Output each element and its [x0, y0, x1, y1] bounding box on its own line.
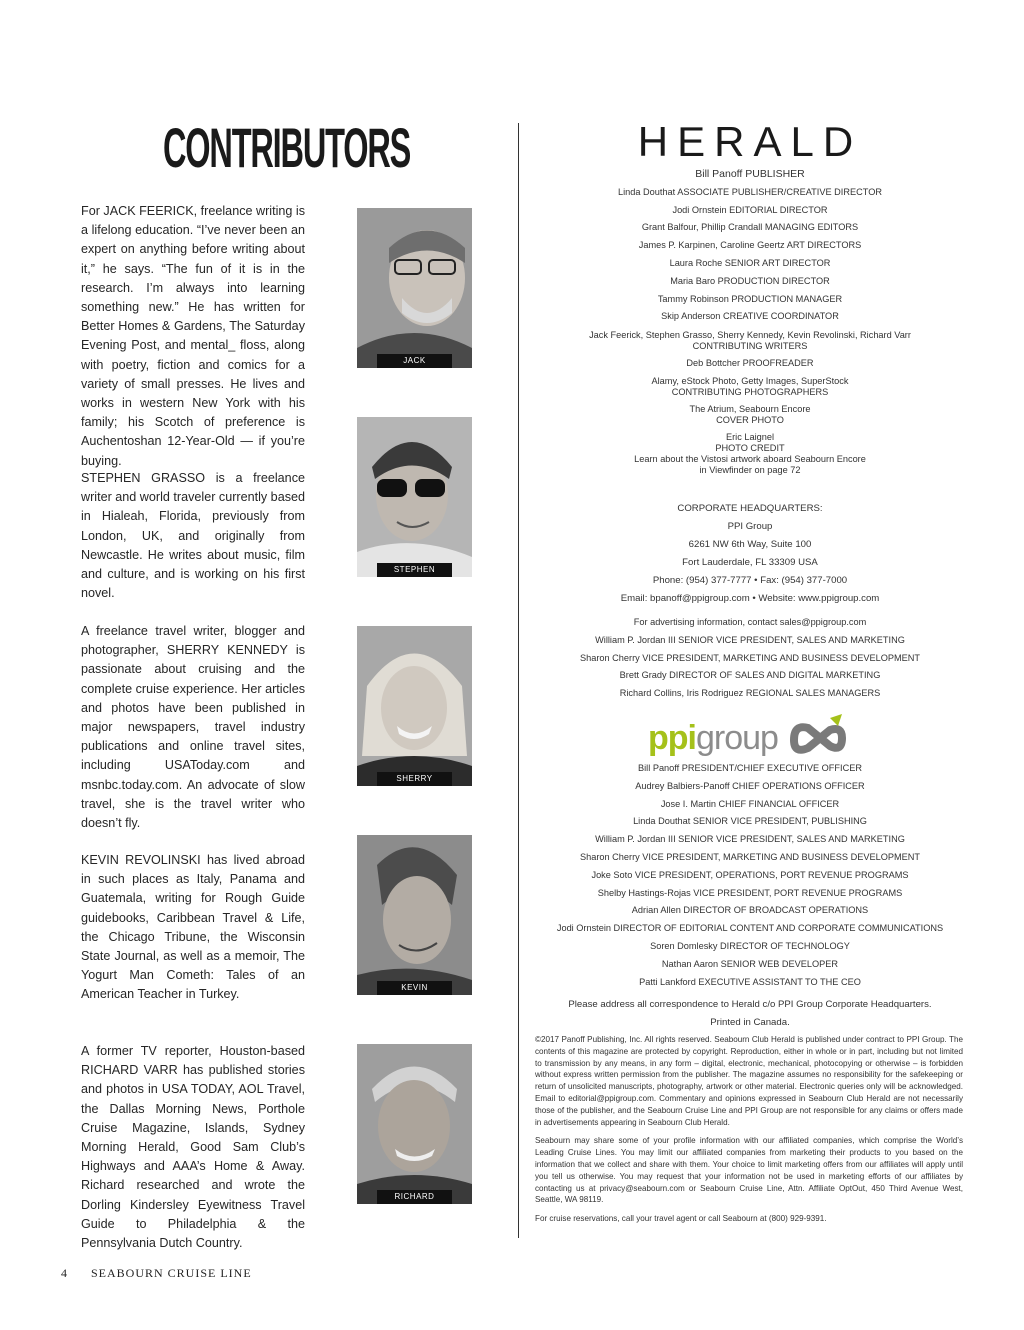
portrait-sherry-image	[357, 626, 472, 786]
sales-line: For advertising information, contact sales@ppigroup.com	[633, 617, 867, 627]
masthead-line: Jodi Ornstein EDITORIAL DIRECTOR	[672, 204, 828, 215]
corporate-headquarters	[540, 500, 960, 608]
ppi-staff-line: Jose I. Martin CHIEF FINANCIAL OFFICER	[660, 798, 840, 809]
printed-note: Printed in Canada.	[710, 1017, 790, 1028]
sales-line: Brett Grady DIRECTOR OF SALES AND DIGITAL MARKETING	[619, 670, 881, 681]
privacy-paragraph: Seabourn may share some of your profile information with our affiliated companies, which comprise the World’s Leading Cruise Lines. You may limit our affiliated companies from marketing their products to you based on the information that we collect and share with them. Your choice to limit marketing offers from our affiliates will apply until you tell us otherwise. You may request that your information not be used in marketing efforts of our affiliates by contacting us at privacy@seabourn.com or Seabourn Cruise Line, Attn. Affiliate OptOut, 450 Third Avenue West, Seattle, WA 98119.	[535, 1136, 963, 1205]
correspondence-note: Please address all correspondence to Herald c/o PPI Group Corporate Headquarters.	[568, 999, 932, 1010]
masthead-line: Alamy, eStock Photo, Getty Images, SuperStock	[651, 375, 849, 386]
sales-line: Richard Collins, Iris Rodriguez REGIONAL SALES MANAGERS	[619, 688, 881, 699]
sales-line: Sharon Cherry VICE PRESIDENT, MARKETING AND BUSINESS DEVELOPMENT	[579, 652, 921, 663]
masthead-line: CONTRIBUTING WRITERS	[692, 341, 808, 352]
page-title: CONTRIBUTORS	[163, 116, 411, 179]
bio-jack: For JACK FEERICK, freelance writing is a lifelong education. “I’ve never been an expert on anything before writing about it,” he says. “The fun of it is in the research. I’m always into learning something new.” He has written for Better Homes & Gardens, The Saturday Evening Post, and mental_ floss, along with poetry, fiction and comics for a variety of small presses. He lives and works in western New York with his family; his Scotch of preference is Auchentoshan 12-Year-Old — if you’re buying.	[81, 204, 305, 468]
ppi-staff-line: Joke Soto VICE PRESIDENT, OPERATIONS, PORT REVENUE PROGRAMS	[591, 869, 909, 880]
ppi-staff-line: Bill Panoff PRESIDENT/CHIEF EXECUTIVE OFFICER	[638, 763, 862, 773]
ppi-logo-text: ppi	[648, 719, 696, 757]
ppi-staff	[540, 760, 960, 991]
masthead-line: COVER PHOTO	[716, 414, 784, 425]
ppi-staff-line: Shelby Hastings-Rojas VICE PRESIDENT, PORT REVENUE PROGRAMS	[597, 887, 903, 898]
masthead-line: CONTRIBUTING PHOTOGRAPHERS	[671, 386, 829, 397]
photo-label-richard: RICHARD	[377, 1190, 452, 1204]
photo-sherry	[357, 626, 472, 786]
masthead-line: Tammy Robinson PRODUCTION MANAGER	[657, 293, 843, 304]
hq-line: Phone: (954) 377-7777 • Fax: (954) 377-7000	[652, 575, 848, 586]
ppi-infinity-icon	[786, 712, 848, 762]
masthead-line: Bill Panoff PUBLISHER	[695, 168, 805, 180]
portrait-richard-image	[357, 1044, 472, 1204]
ppi-group-logo	[648, 712, 858, 762]
photo-richard	[357, 1044, 472, 1204]
ppi-staff-line: Audrey Balbiers-Panoff CHIEF OPERATIONS OFFICER	[635, 780, 865, 791]
photo-jack	[357, 208, 472, 368]
photo-label-stephen: STEPHEN	[377, 563, 452, 577]
reservations-paragraph: For cruise reservations, call your travel agent or call Seabourn at (800) 929-9391.	[535, 1214, 827, 1224]
legal-notice	[535, 1034, 963, 1232]
bio-sherry: A freelance travel writer, blogger and photographer, SHERRY KENNEDY is passionate about cruising and the complete cruise experience. Her articles and photos have been published in major newspapers, travel industry publications and online travel sites, including USAToday.com and msnbc.today.com. An advocate of slow travel, she is the travel writer who doesn’t fly.	[81, 624, 305, 831]
masthead-line: PHOTO CREDIT	[715, 442, 785, 453]
masthead-line: Maria Baro PRODUCTION DIRECTOR	[670, 275, 830, 286]
hq-line: Email: bpanoff@ppigroup.com • Website: www.ppigroup.com	[620, 593, 880, 604]
masthead-line: James P. Karpinen, Caroline Geertz ART DIRECTORS	[638, 240, 862, 251]
photo-stephen	[357, 417, 472, 577]
correspondence-block	[540, 996, 960, 1032]
ppi-staff-line: Patti Lankford EXECUTIVE ASSISTANT TO THE CEO	[639, 976, 861, 987]
ppi-staff-line: Sharon Cherry VICE PRESIDENT, MARKETING AND BUSINESS DEVELOPMENT	[579, 851, 921, 862]
herald-logo: HERALD	[637, 118, 863, 165]
masthead-line: Jack Feerick, Stephen Grasso, Sherry Kennedy, Kevin Revolinski, Richard Varr	[589, 330, 911, 341]
publication-name: SEABOURN CRUISE LINE	[91, 1266, 252, 1280]
masthead-line: Eric Laignel	[725, 431, 774, 442]
ppi-staff-line: Soren Domlesky DIRECTOR OF TECHNOLOGY	[650, 940, 850, 951]
group-logo-text: group	[695, 719, 778, 757]
masthead-line: Grant Balfour, Phillip Crandall MANAGING EDITORS	[641, 222, 859, 233]
copyright-paragraph: ©2017 Panoff Publishing, Inc. All rights reserved. Seabourn Club Herald is published under contract to PPI Group. The contents of this magazine are protected by copyright. Reproduction, either in whole or in part, including but not limited to transmission by any means, in any form – digital, electronic, mechanical, photocopying or otherwise – is forbidden without express written permission from the publisher. The magazine assumes no responsibility for the safekeeping or return of unsolicited manuscripts, photography, artwork or other material. Electronic queries only will be acknowledged. Email to editorial@ppigroup.com. Commentary and opinions expressed in Seabourn Club Herald are not necessarily those of the publisher, and the Seabourn Cruise Line and PPI Group are not responsible for any claims or offers made in advertisements appearing in Seabourn Club Herald.	[535, 1035, 963, 1127]
bio-kevin: KEVIN REVOLINSKI has lived abroad in such places as Italy, Panama and Guatemala, writing for Rough Guide guidebooks, Caribbean Travel & Life, the Chicago Tribune, the Wisconsin State Journal, as well as a memoir, The Yogurt Man Cometh: Tales of an American Teacher in Turkey.	[81, 853, 305, 1002]
photo-kevin	[357, 835, 472, 995]
bio-richard: A former TV reporter, Houston-based RICHARD VARR has published stories and photos in USA TODAY, AOL Travel, the Dallas Morning News, Porthole Cruise Magazine, Islands, Sydney Morning Herald, Good Sam Club’s Highways and AAA’s Home & Away. Richard researched and wrote the Dorling Kindersley Eyewitness Travel Guide to Philadelphia & the Pennsylvania Dutch Country.	[81, 1044, 305, 1251]
portrait-kevin-image	[357, 835, 472, 995]
ppi-staff-line: Jodi Ornstein DIRECTOR OF EDITORIAL CONTENT AND CORPORATE COMMUNICATIONS	[556, 923, 944, 934]
ppi-staff-line: William P. Jordan III SENIOR VICE PRESIDENT, SALES AND MARKETING	[595, 834, 905, 845]
masthead-line: Skip Anderson CREATIVE COORDINATOR	[661, 311, 839, 322]
masthead-line: The Atrium, Seabourn Encore	[689, 403, 811, 414]
masthead-line: Learn about the Vistosi artwork aboard Seabourn Encore	[634, 453, 866, 464]
page-number: 4	[61, 1266, 67, 1280]
ppi-staff-line: Nathan Aaron SENIOR WEB DEVELOPER	[661, 958, 839, 969]
hq-line: 6261 NW 6th Way, Suite 100	[688, 539, 812, 550]
ppi-staff-line: Adrian Allen DIRECTOR OF BROADCAST OPERATIONS	[631, 905, 869, 916]
masthead-line: Laura Roche SENIOR ART DIRECTOR	[669, 257, 831, 268]
column-divider	[518, 123, 519, 1238]
sales-line: William P. Jordan III SENIOR VICE PRESIDENT, SALES AND MARKETING	[595, 634, 905, 645]
portrait-stephen-image	[357, 417, 472, 577]
photo-label-kevin: KEVIN	[377, 981, 452, 995]
sales-staff	[540, 614, 960, 703]
masthead-line: Linda Douthat ASSOCIATE PUBLISHER/CREATIVE DIRECTOR	[618, 186, 882, 197]
portrait-jack-image	[357, 208, 472, 368]
hq-line: PPI Group	[727, 521, 773, 532]
masthead-line: in Viewfinder on page 72	[699, 464, 801, 475]
hq-line: CORPORATE HEADQUARTERS:	[677, 503, 823, 514]
photo-label-jack: JACK	[377, 354, 452, 368]
ppi-staff-line: Linda Douthat SENIOR VICE PRESIDENT, PUBLISHING	[633, 816, 867, 827]
bio-stephen: STEPHEN GRASSO is a freelance writer and world traveler currently based in Hialeah, Florida, previously from London, UK, and originally from Newcastle. He writes about music, film and culture, and is working on his first novel.	[81, 471, 305, 601]
masthead-line: Deb Bottcher PROOFREADER	[686, 358, 814, 369]
photo-label-sherry: SHERRY	[377, 772, 452, 786]
hq-line: Fort Lauderdale, FL 33309 USA	[682, 557, 818, 568]
masthead-staff	[540, 166, 960, 479]
